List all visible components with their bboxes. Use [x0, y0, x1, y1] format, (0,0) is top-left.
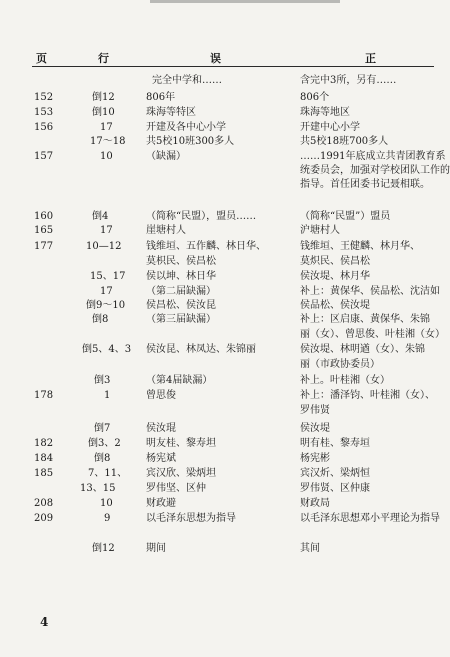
header-page: 页 — [36, 52, 47, 65]
row-correct: 杨宪彬 — [300, 453, 330, 464]
row-correct: 钱维垣、王健麟、林月华、 — [300, 241, 420, 252]
row-line: 倒3 — [94, 375, 111, 386]
row-line: 17～18 — [90, 136, 126, 147]
row-line: 倒3、2 — [88, 438, 121, 449]
row-correct: ……1991年底成立共青团教育系统委员会，加强对学校团队工作的指导。首任团委书记聂相联。 — [300, 151, 450, 190]
row-page: 165 — [34, 225, 54, 236]
row-error: （第4届缺漏） — [146, 375, 213, 386]
row-error: 侯昌松、侯汝昆 — [146, 300, 216, 311]
row-error: 宾汉欣、梁炳坦 — [146, 468, 216, 479]
row-line: 17 — [100, 122, 113, 133]
row-line: 倒4 — [92, 211, 109, 222]
row-correct: 侯汝堤 — [300, 423, 330, 434]
row-correct: 罗伟贤、区仲康 — [300, 483, 370, 494]
row-error: （简称“民盟），盟员…… — [146, 211, 257, 222]
row-error: 曾思俊 — [146, 390, 176, 401]
row-error: 完全中学和…… — [152, 75, 222, 86]
row-error: 钱维垣、五作麟、林日华、 — [146, 241, 266, 252]
row-correct: 补上：黄保华、侯品松、沈洁如 — [300, 286, 440, 297]
row-correct: 罗伟贤 — [300, 405, 330, 416]
row-error: 以毛泽东思想为指导 — [146, 513, 236, 524]
row-page: 184 — [34, 453, 54, 464]
row-error: 侯以坤、林日华 — [146, 271, 216, 282]
row-error: （第三届缺漏） — [146, 314, 216, 325]
row-correct: 财政局 — [300, 498, 330, 509]
row-line: 17 — [100, 286, 113, 297]
row-correct: 侯品松、侯汝堤 — [300, 300, 370, 311]
row-error: 侯汝昆、林凤达、朱锦丽 — [146, 344, 256, 355]
row-line: 9 — [104, 513, 111, 524]
row-line: 倒8 — [92, 314, 109, 325]
row-correct: 开建中心小学 — [300, 122, 360, 133]
row-line: 倒12 — [92, 543, 115, 554]
row-line: 倒12 — [92, 92, 115, 103]
row-correct: 以毛泽东思想邓小平理论为指导 — [300, 513, 440, 524]
row-correct: 侯汝堤、林月华 — [300, 271, 370, 282]
row-page: 182 — [34, 438, 54, 449]
row-line: 倒10 — [92, 107, 115, 118]
row-line: 倒8 — [94, 453, 111, 464]
page-number: 4 — [40, 615, 49, 629]
row-page: 156 — [34, 122, 54, 133]
row-page: 157 — [34, 151, 54, 162]
row-line: 1 — [104, 390, 111, 401]
row-correct: 丽（女）、曾思俊、叶桂湘（女） — [300, 329, 445, 340]
row-correct: 共5校18班700多人 — [300, 136, 389, 147]
row-page: 160 — [34, 211, 54, 222]
row-correct: 补上：区启康、黄保华、朱锦 — [300, 314, 430, 325]
row-error: 开建及各中心小学 — [146, 122, 226, 133]
row-correct: 806个 — [300, 92, 330, 103]
row-correct: 含完中3所，另有…… — [300, 75, 397, 86]
row-error: 侯汝琨 — [146, 423, 176, 434]
row-page: 153 — [34, 107, 54, 118]
row-correct: 莫炽民、侯昌松 — [300, 256, 370, 267]
row-page: 209 — [34, 513, 54, 524]
row-error: 罗伟坚、区仲 — [146, 483, 206, 494]
row-correct: 其间 — [300, 543, 320, 554]
row-line: 倒5、4、3 — [82, 344, 132, 355]
row-error: 806年 — [146, 92, 176, 103]
row-correct: 宾汉炘、梁炳恒 — [300, 468, 370, 479]
row-page: 178 — [34, 390, 54, 401]
row-error: 期间 — [146, 543, 166, 554]
row-correct: 侯汝堤、林明遒（女）、朱锦 — [300, 344, 425, 355]
row-correct: （简称“民盟”）盟员 — [300, 211, 391, 222]
header-error: 误 — [210, 52, 221, 65]
row-correct: 珠海等地区 — [300, 107, 350, 118]
row-line: 7、11、 — [88, 468, 128, 479]
header-correct: 正 — [365, 52, 376, 65]
row-page: 152 — [34, 92, 54, 103]
row-page: 177 — [34, 241, 54, 252]
row-line: 17 — [100, 225, 113, 236]
row-line: 13、15 — [80, 483, 116, 494]
row-error: （缺漏） — [146, 151, 186, 162]
row-error: 共5校10班300多人 — [146, 136, 235, 147]
header-rule — [32, 66, 434, 67]
row-line: 倒7 — [94, 423, 111, 434]
row-line: 15、17 — [90, 271, 126, 282]
row-page: 185 — [34, 468, 54, 479]
row-page: 208 — [34, 498, 54, 509]
row-line: 10 — [100, 151, 113, 162]
row-line: 10 — [100, 498, 113, 509]
row-error: 明友桂、黎寿坦 — [146, 438, 216, 449]
row-error: 崖塘村人 — [146, 225, 186, 236]
row-correct: 补上。叶桂湘（女） — [300, 375, 390, 386]
row-error: 莫枳民、侯昌松 — [146, 256, 216, 267]
header-line: 行 — [98, 52, 109, 65]
row-error: 杨宪斌 — [146, 453, 176, 464]
row-line: 10—12 — [86, 241, 122, 252]
row-error: 财政避 — [146, 498, 176, 509]
row-correct: 补上：潘泽钧、叶桂湘（女）、 — [300, 390, 435, 401]
row-error: （第二届缺漏） — [146, 286, 216, 297]
row-correct: 明有桂、黎寿垣 — [300, 438, 370, 449]
row-correct: 丽（市政协委员） — [300, 359, 380, 370]
row-line: 倒9～10 — [86, 300, 126, 311]
top-scan-mark — [150, 0, 340, 3]
row-error: 珠海等特区 — [146, 107, 196, 118]
row-correct: 沪塘村人 — [300, 225, 340, 236]
